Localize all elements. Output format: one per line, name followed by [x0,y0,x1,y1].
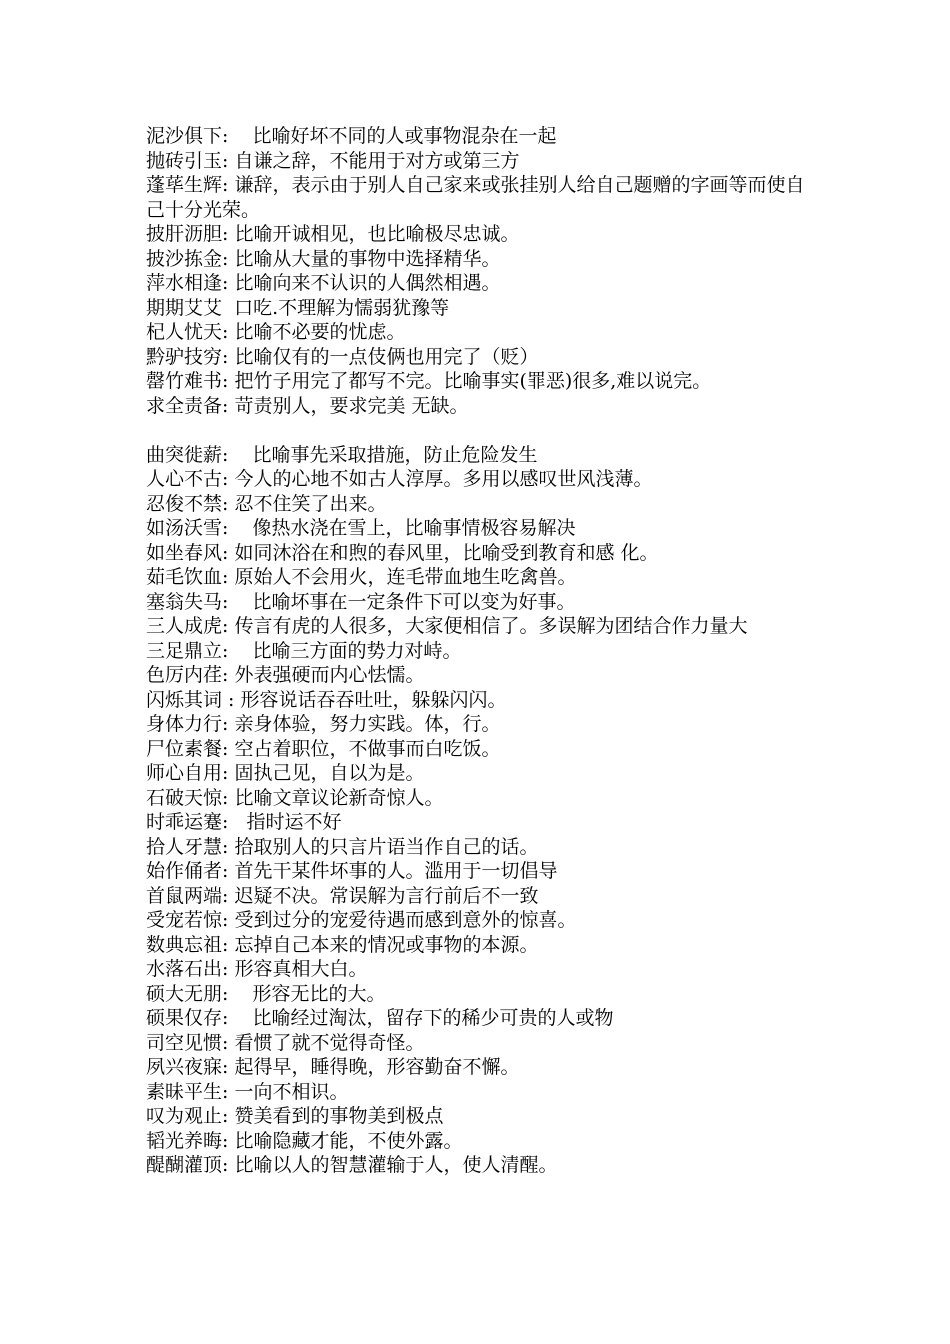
idiom-entry: 闪烁其词 : 形容说话吞吞吐吐，躲躲闪闪。 [146,688,507,711]
idiom-entry: 素昧平生: 一向不相识。 [146,1080,349,1103]
idiom-entry: 塞翁失马: 比喻坏事在一定条件下可以变为好事。 [146,590,576,613]
idiom-entry: 石破天惊: 比喻文章议论新奇惊人。 [146,786,444,809]
idiom-list [146,124,816,1178]
idiom-entry: 拾人牙慧: 拾取别人的只言片语当作自己的话。 [146,835,539,858]
idiom-entry: 罄竹难书: 把竹子用完了都写不完。比喻事实(罪恶)很多,难以说完。 [146,370,712,392]
idiom-entry: 受宠若惊: 受到过分的宠爱待遇而感到意外的惊喜。 [146,909,577,931]
idiom-entry: 三人成虎: 传言有虎的人很多，大家便相信了。多误解为团结合作力量大 [146,615,748,637]
idiom-entry: 三足鼎立: 比喻三方面的势力对峙。 [146,639,462,662]
idiom-entry: 披沙拣金: 比喻从大量的事物中选择精华。 [146,247,501,270]
idiom-entry: 身体力行: 亲身体验，努力实践。体，行。 [146,713,501,735]
idiom-entry: 披肝沥胆: 比喻开诚相见，也比喻极尽忠诚。 [146,223,520,245]
blank-line [146,418,816,443]
idiom-entry: 始作俑者: 首先干某件坏事的人。滥用于一切倡导 [146,860,558,882]
idiom-entry: 抛砖引玉: 自谦之辞，不能用于对方或第三方 [146,149,520,172]
idiom-entry: 师心自用: 固执己见，自以为是。 [146,762,425,784]
idiom-entry: 忍俊不禁: 忍不住笑了出来。 [146,492,387,515]
idiom-entry: 如坐春风: 如同沐浴在和煦的春风里，比喻受到教育和感 化。 [146,541,659,564]
idiom-entry: 数典忘祖: 忘掉自己本来的情况或事物的本源。 [146,933,539,956]
idiom-entry: 叹为观止: 赞美看到的事物美到极点 [146,1105,444,1127]
idiom-entry: 杞人忧天: 比喻不必要的忧虑。 [146,321,406,343]
idiom-entry: 求全责备: 苛责别人，要求完美 无缺。 [146,394,469,417]
idiom-entry: 萍水相逢: 比喻向来不认识的人偶然相遇。 [146,272,501,294]
idiom-entry: 色厉内荏: 外表强硬而内心怯懦。 [146,664,425,686]
idiom-entry: 茹毛饮血: 原始人不会用火，连毛带血地生吃禽兽。 [146,566,577,588]
idiom-entry: 韬光养晦: 比喻隐藏才能，不使外露。 [146,1129,463,1152]
idiom-entry: 期期艾艾 口吃.不理解为懦弱犹豫等 [146,296,450,319]
idiom-entry: 如汤沃雪: 像热水浇在雪上，比喻事情极容易解决 [146,517,576,539]
idiom-entry: 硕果仅存: 比喻经过淘汰，留存下的稀少可贵的人或物 [146,1007,614,1029]
idiom-entry: 夙兴夜寐: 起得早，睡得晚，形容勤奋不懈。 [146,1056,520,1078]
idiom-entry: 水落石出: 形容真相大白。 [146,958,368,980]
idiom-entry: 硕大无朋: 形容无比的大。 [146,982,386,1005]
idiom-entry: 黔驴技穷: 比喻仅有的一点伎俩也用完了（贬） [146,345,539,368]
idiom-entry: 醍醐灌顶: 比喻以人的智慧灌输于人，使人清醒。 [146,1154,558,1176]
idiom-entry: 曲突徙薪: 比喻事先采取措施，防止危险发生 [146,443,538,466]
idiom-entry: 人心不古: 今人的心地不如古人淳厚。多用以感叹世风浅薄。 [146,468,653,490]
idiom-entry: 时乖运蹇: 指时运不好 [146,811,342,833]
idiom-entry: 司空见惯: 看惯了就不觉得奇怪。 [146,1031,425,1054]
idiom-entry: 泥沙俱下: 比喻好坏不同的人或事物混杂在一起 [146,125,557,147]
idiom-entry: 尸位素餐: 空占着职位，不做事而白吃饭。 [146,737,501,760]
idiom-entry: 蓬荜生辉: 谦辞，表示由于别人自己家来或张挂别人给自己题赠的字画等而使自己十分光荣。 [146,174,805,221]
idiom-entry: 首鼠两端: 迟疑不决。常误解为言行前后不一致 [146,884,539,907]
